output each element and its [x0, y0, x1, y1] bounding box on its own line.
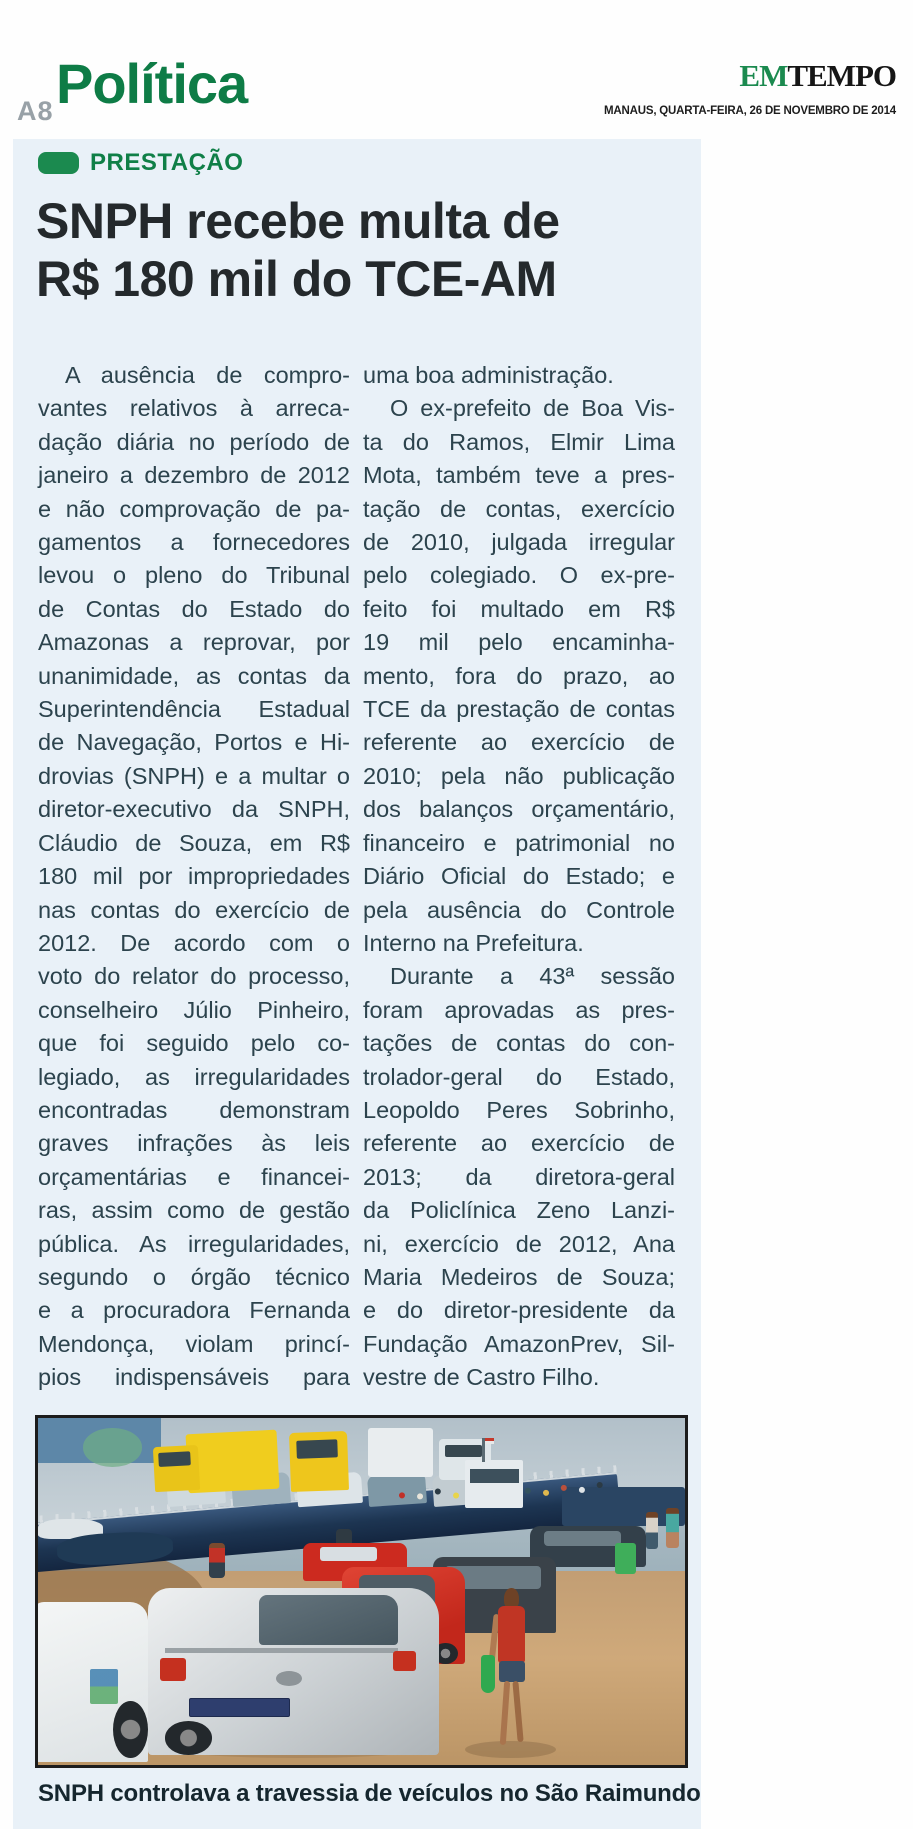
headline-line: R$ 180 mil do TCE-AM — [36, 251, 557, 307]
body-line: diretor-executivo da SNPH, — [38, 796, 350, 823]
car-window — [320, 1547, 377, 1561]
body-line: orçamentárias e financei- — [38, 1163, 350, 1190]
trunk-line — [165, 1648, 398, 1653]
body-line: foram aprovadas as pres- — [363, 996, 675, 1023]
person-leg — [512, 1680, 524, 1741]
people-far-right — [646, 1508, 678, 1550]
yellow-truck-cab — [153, 1445, 201, 1492]
body-line: Cláudio de Souza, em R$ — [38, 829, 350, 856]
masthead — [604, 60, 896, 117]
logo-em: EM — [739, 58, 788, 93]
news-photo — [35, 1415, 688, 1768]
body-line: e do diretor-presidente da — [363, 1297, 675, 1324]
body-line: ras, assim como de gestão — [38, 1197, 350, 1224]
person-leg — [500, 1680, 511, 1744]
body-line: tações de contas do con- — [363, 1030, 675, 1057]
body-line: unanimidade, as contas da — [38, 662, 350, 689]
car-decal — [90, 1669, 118, 1704]
body-line: feito foi multado em R$ — [363, 595, 675, 622]
car-badge — [276, 1671, 302, 1686]
truck-window — [297, 1439, 338, 1458]
body-line: graves infrações às leis — [38, 1130, 350, 1157]
truck-window — [159, 1451, 191, 1466]
column-left — [38, 359, 350, 1395]
logo-tempo: TEMPO — [787, 58, 896, 93]
flag — [485, 1438, 494, 1444]
person-shorts — [499, 1661, 524, 1682]
body-line: 180 mil por impropriedades — [38, 863, 350, 890]
truck-window — [445, 1445, 481, 1457]
body-line: TCE da prestação de contas — [363, 696, 675, 723]
body-line: pelo colegiado. O ex-pre- — [363, 562, 675, 589]
body-line: legiado, as irregularidades — [38, 1063, 350, 1090]
kicker — [38, 149, 243, 177]
body-line: de Navegação, Portos e Hi- — [38, 729, 350, 756]
white-truck — [368, 1428, 433, 1477]
license-plate — [189, 1698, 290, 1717]
body-line: drovias (SNPH) e a multar o — [38, 762, 350, 789]
silver-sedan — [148, 1588, 439, 1755]
body-line: vestre de Castro Filho. — [363, 1364, 600, 1391]
body-line: 19 mil pelo encaminha- — [363, 629, 675, 656]
taillight — [160, 1658, 186, 1681]
body-line: da Policlínica Zeno Lanzi- — [363, 1197, 675, 1224]
body-line: gamentos a fornecedores — [38, 529, 350, 556]
pilothouse — [465, 1460, 523, 1509]
body-line: Mendonça, violam princí- — [38, 1330, 350, 1357]
green-bag — [481, 1655, 496, 1693]
body-line: ni, exercício de 2012, Ana — [363, 1230, 675, 1257]
white-car-foreground — [38, 1602, 148, 1762]
person — [646, 1512, 658, 1549]
body-line: janeiro a dezembro de 2012 — [38, 462, 350, 489]
body-line: e a procuradora Fernanda — [38, 1297, 350, 1324]
flag-pole — [482, 1438, 485, 1462]
body-line: A ausência de compro- — [65, 362, 350, 388]
body-line: conselheiro Júlio Pinheiro, — [38, 996, 350, 1023]
body-line: pela ausência do Controle — [363, 896, 675, 923]
body-line: dação diária no período de — [38, 428, 350, 455]
body-line: e não comprovação de pa- — [38, 495, 350, 522]
green-cart — [615, 1543, 637, 1574]
kicker-label: PRESTAÇÃO — [90, 149, 244, 176]
body-line: nas contas do exercício de — [38, 896, 350, 923]
body-line: uma boa administração. — [363, 362, 614, 388]
pilothouse-window — [470, 1469, 519, 1483]
body-line: Diário Oficial do Estado; e — [363, 863, 675, 890]
body-line: voto do relator do processo, — [38, 963, 350, 990]
headline-line: SNPH recebe multa de — [36, 193, 560, 249]
body-line: pios indispensáveis para — [38, 1364, 350, 1391]
body-line: mento, fora do prazo, ao — [363, 662, 675, 689]
body-line: segundo o órgão técnico — [38, 1263, 350, 1290]
body-line: referente ao exercício de — [363, 729, 675, 756]
body-line: dos balanços orçamentário, — [363, 796, 675, 823]
body-line: tação de contas, exercício — [363, 495, 675, 522]
tree-smudge — [83, 1428, 141, 1466]
yellow-truck-cab — [289, 1431, 349, 1492]
car-wheel — [113, 1701, 148, 1758]
body-line: Mota, também teve a pres- — [363, 462, 675, 489]
body-line: 2010; pela não publicação — [363, 762, 675, 789]
body-line: trolador-geral do Estado, — [363, 1063, 675, 1090]
person — [666, 1508, 678, 1548]
article-body — [38, 359, 675, 1395]
body-line: ta do Ramos, Elmir Lima — [363, 428, 675, 455]
body-line: Amazonas a reprovar, por — [38, 629, 350, 656]
dateline: MANAUS, QUARTA-FEIRA, 26 DE NOVEMBRO DE 2014 — [604, 105, 896, 117]
body-line: pública. As irregularidades, — [38, 1230, 350, 1257]
body-line: financeiro e patrimonial no — [363, 829, 675, 856]
body-line: Maria Medeiros de Souza; — [363, 1263, 675, 1290]
body-line: O ex-prefeito de Boa Vis- — [390, 395, 675, 422]
page-number: A8 — [17, 96, 54, 126]
body-line: vantes relativos à arreca- — [38, 395, 350, 422]
body-line: de 2010, julgada irregular — [363, 529, 675, 556]
body-line: Durante a 43ª sessão — [390, 963, 675, 990]
body-line: que foi seguido pelo co- — [38, 1030, 350, 1057]
person-dot — [399, 1493, 405, 1499]
headline — [36, 192, 676, 308]
person-red-shirt — [498, 1606, 525, 1663]
body-line: Leopoldo Peres Sobrinho, — [363, 1096, 675, 1123]
kicker-bullet-icon — [38, 152, 79, 174]
car-wheel — [165, 1721, 212, 1754]
section-title: Política — [56, 52, 248, 115]
body-line: de Contas do Estado do — [38, 595, 350, 622]
person-red-shirt-left — [209, 1543, 225, 1578]
column-right — [363, 359, 675, 1395]
taillight — [393, 1651, 416, 1671]
body-line: 2012. De acordo com o — [38, 929, 350, 956]
body-line: referente ao exercício de — [363, 1130, 675, 1157]
body-line: 2013; da diretora-geral — [363, 1163, 675, 1190]
photo-caption: SNPH controlava a travessia de veículos no São Raimundo — [38, 1780, 701, 1807]
body-line: encontradas demonstram — [38, 1096, 350, 1123]
ferry-crossing-scene — [38, 1418, 685, 1765]
car-rear-window — [259, 1595, 399, 1645]
body-line: Fundação AmazonPrev, Sil- — [363, 1330, 675, 1357]
body-line: Interno na Prefeitura. — [363, 929, 584, 956]
body-line: levou o pleno do Tribunal — [38, 562, 350, 589]
newspaper-logo — [604, 60, 896, 91]
body-line: Superintendência Estadual — [38, 696, 350, 723]
car-window — [544, 1531, 621, 1546]
person-walking-with-bag — [488, 1588, 537, 1748]
